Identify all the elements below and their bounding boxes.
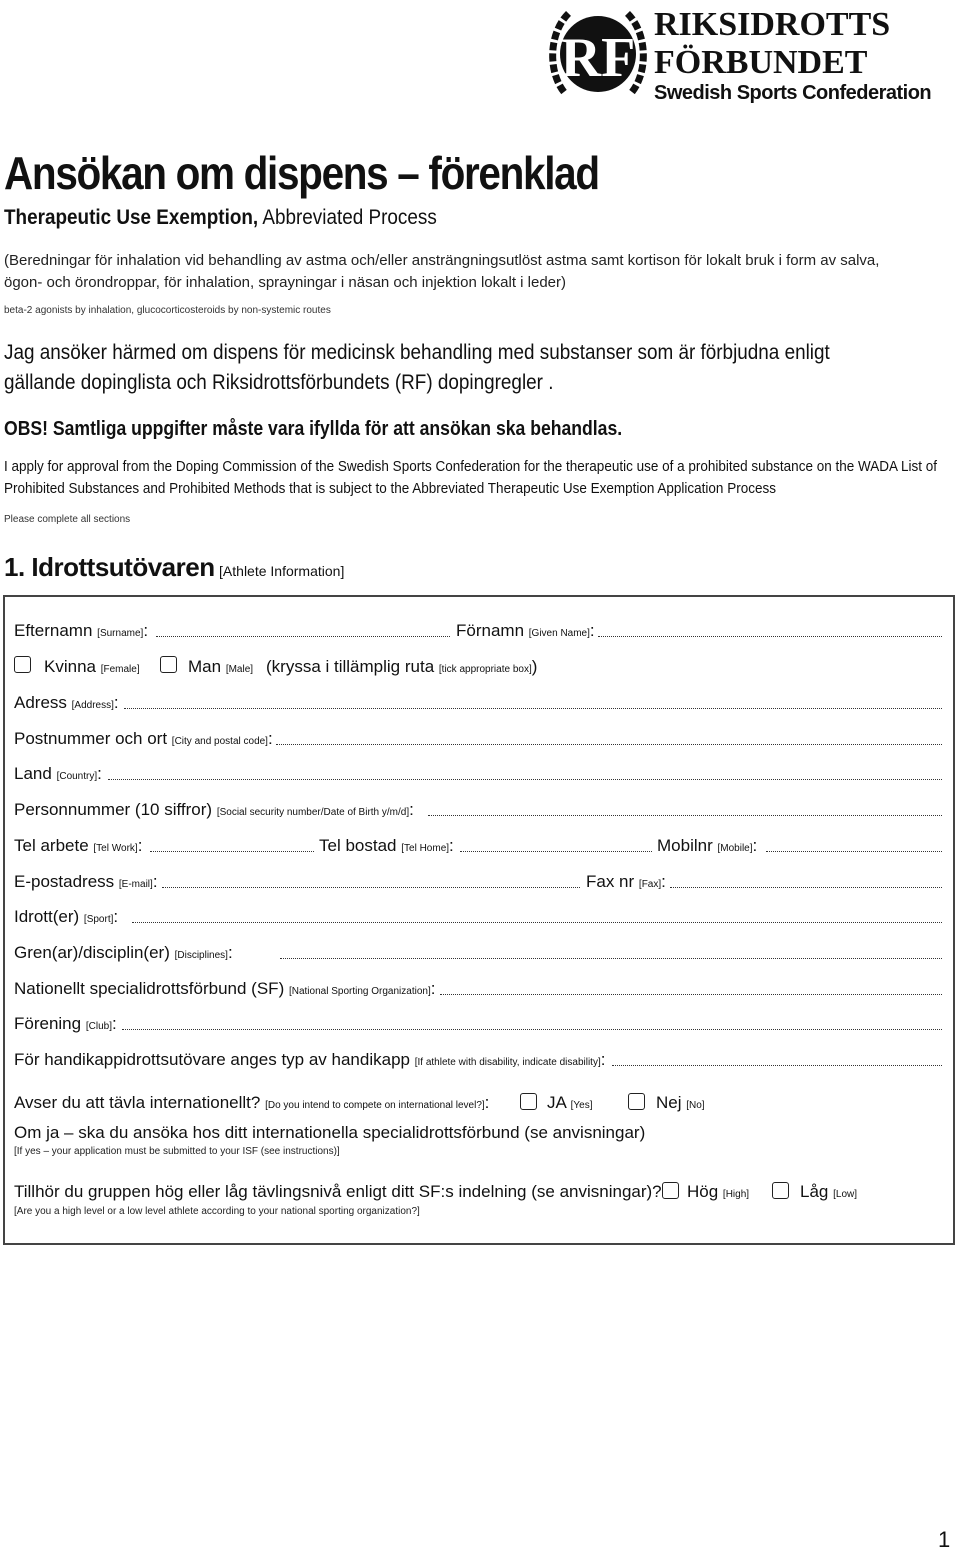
club-label: Förening [Club]: xyxy=(14,1014,117,1033)
subtitle-rest: Abbreviated Process xyxy=(258,206,437,229)
section-1-subtitle: [Athlete Information] xyxy=(219,563,345,579)
address-field[interactable] xyxy=(124,708,942,709)
sport-label: Idrott(er) [Sport]: xyxy=(14,907,119,926)
yes-checkbox[interactable] xyxy=(520,1093,537,1110)
female-label: Kvinna [Female] xyxy=(44,657,140,676)
male-label: Man [Male] xyxy=(188,657,254,676)
tel-work-label: Tel arbete [Tel Work]: xyxy=(14,836,143,855)
disciplines-label: Gren(ar)/disciplin(er) [Disciplines]: xyxy=(14,943,233,962)
ssn-label: Personnummer (10 siffror) [Social security number/Date of Birth y/m/d]: xyxy=(14,800,414,819)
country-field[interactable] xyxy=(108,779,942,780)
disability-field[interactable] xyxy=(612,1065,942,1066)
surname-field[interactable] xyxy=(156,636,450,637)
yes-label: JA [Yes] xyxy=(547,1093,593,1112)
application-statement-english: I apply for approval from the Doping Commission of the Swedish Sports Confederation for the therapeutic use of a prohibited substance on the WADA List of Prohibited Substances and Prohibited Methods that is subject to the Abbreviated Therapeutic Use Exemption Application Process xyxy=(4,458,938,497)
male-checkbox[interactable] xyxy=(160,656,177,673)
sport-field[interactable] xyxy=(132,922,942,923)
fax-label: Fax nr [Fax]: xyxy=(586,872,666,891)
please-complete-note: Please complete all sections xyxy=(4,514,131,525)
nso-field[interactable] xyxy=(440,994,942,995)
tel-home-label: Tel bostad [Tel Home]: xyxy=(319,836,454,855)
club-field[interactable] xyxy=(122,1029,942,1030)
postal-field[interactable] xyxy=(276,744,942,745)
svg-text:RF: RF xyxy=(560,27,636,89)
obs-notice: OBS! Samtliga uppgifter måste vara ifyllda för att ansökan ska behandlas. xyxy=(4,418,623,440)
subtitle-bold: Therapeutic Use Exemption, xyxy=(4,206,259,229)
given-name-label: Förnamn [Given Name]: xyxy=(456,621,595,640)
nso-label: Nationellt specialidrottsförbund (SF) [National Sporting Organization]: xyxy=(14,979,436,998)
page-subtitle xyxy=(4,204,437,232)
mobile-field[interactable] xyxy=(766,851,942,852)
tel-work-field[interactable] xyxy=(150,851,314,852)
high-level-checkbox[interactable] xyxy=(662,1182,679,1199)
intro-english: beta-2 agonists by inhalation, glucocorticosteroids by non-systemic routes xyxy=(4,305,331,316)
tick-instruction: (kryssa i tillämplig ruta [tick appropriate box]) xyxy=(266,657,538,676)
intro-swedish: (Beredningar för inhalation vid behandling av astma och/eller ansträngningsutlöst astma samt kortison för lokalt bruk i form av salva, ögon- och örondroppar, för inhalation, sprayningar i näsan och injektion lokalt i leder) xyxy=(4,252,880,291)
high-level-label: Hög [High] xyxy=(687,1182,750,1201)
level-question-english: [Are you a high level or a low level athlete according to your national sporting organization?] xyxy=(14,1206,420,1217)
rf-logo xyxy=(546,2,956,102)
country-label: Land [Country]: xyxy=(14,764,102,783)
postal-label: Postnummer och ort [City and postal code]: xyxy=(14,729,273,748)
email-field[interactable] xyxy=(162,887,580,888)
page-title: Ansökan om dispens – förenklad xyxy=(4,147,599,199)
address-label: Adress [Address]: xyxy=(14,693,119,712)
ssn-field[interactable] xyxy=(428,815,942,816)
logo-wordmark-line2: FÖRBUNDET xyxy=(654,44,868,81)
logo-wordmark-line1: RIKSIDROTTS xyxy=(654,6,891,43)
disability-label: För handikappidrottsutövare anges typ av handikapp [If athlete with disability, indicate disability]: xyxy=(14,1050,606,1069)
fax-field[interactable] xyxy=(670,887,942,888)
no-checkbox[interactable] xyxy=(628,1093,645,1110)
surname-label: Efternamn [Surname]: xyxy=(14,621,149,640)
level-question: Tillhör du gruppen hög eller låg tävlingsnivå enligt ditt SF:s indelning (se anvisningar)? xyxy=(14,1182,662,1201)
low-level-checkbox[interactable] xyxy=(772,1182,789,1199)
application-statement-swedish: Jag ansöker härmed om dispens för medicinsk behandling med substanser som är förbjudna enligt gällande dopinglista och Riksidrottsförbundets (RF) dopingregler . xyxy=(4,341,830,394)
isf-instruction-english: [If yes – your application must be submitted to your ISF (see instructions)] xyxy=(14,1146,340,1157)
tel-home-field[interactable] xyxy=(460,851,652,852)
low-level-label: Låg [Low] xyxy=(800,1182,858,1201)
logo-wordmark-line3: Swedish Sports Confederation xyxy=(654,82,932,104)
email-label: E-postadress [E-mail]: xyxy=(14,872,158,891)
female-checkbox[interactable] xyxy=(14,656,31,673)
disciplines-field[interactable] xyxy=(280,958,942,959)
rf-emblem-icon xyxy=(546,2,650,102)
international-label: Avser du att tävla internationellt? [Do you intend to compete on international level?]: xyxy=(14,1093,490,1112)
section-1-heading xyxy=(4,552,344,583)
section-1-title: 1. Idrottsutövaren xyxy=(4,552,215,582)
mobile-label: Mobilnr [Mobile]: xyxy=(657,836,758,855)
given-name-field[interactable] xyxy=(598,636,942,637)
isf-instruction: Om ja – ska du ansöka hos ditt internationella specialidrottsförbund (se anvisningar) xyxy=(14,1123,646,1142)
page-number: 1 xyxy=(938,1527,951,1552)
no-label: Nej [No] xyxy=(656,1093,705,1112)
